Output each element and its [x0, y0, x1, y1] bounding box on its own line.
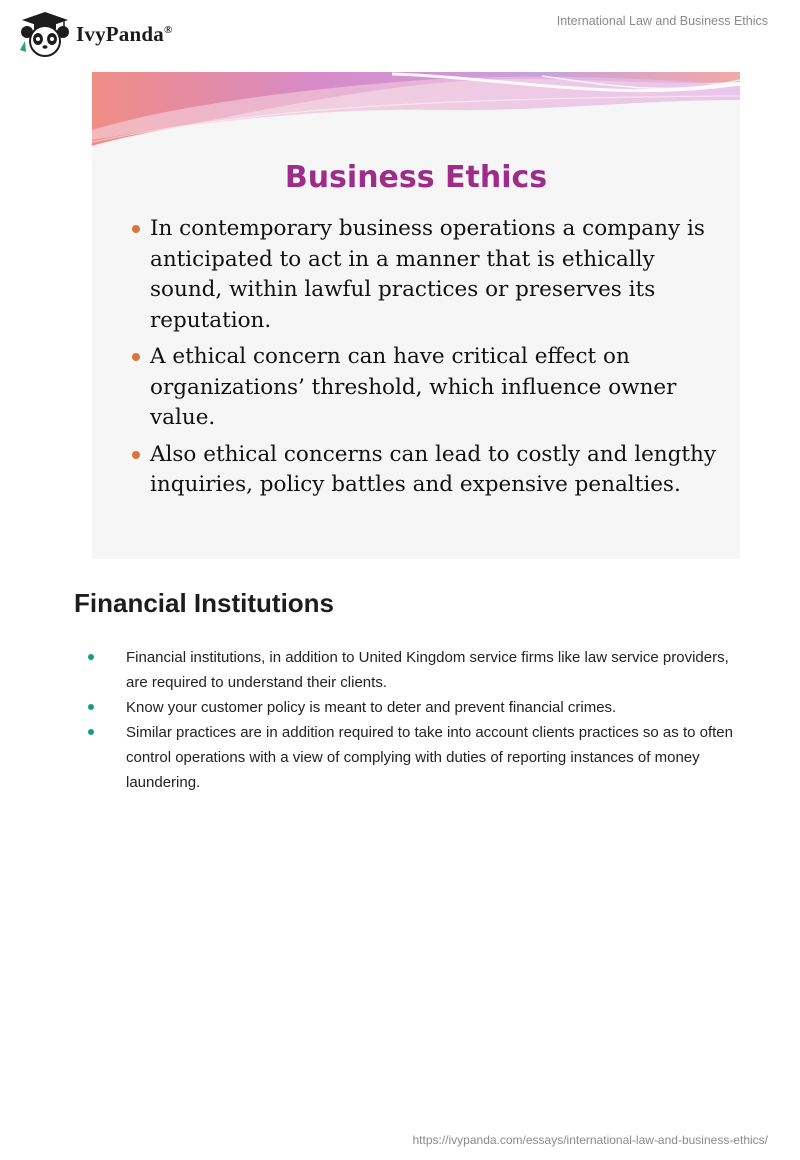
slide-bullet-item: A ethical concern can have critical effect on organizations’ threshold, which influence owner value. [132, 342, 732, 434]
bullet-dot-icon [132, 353, 140, 361]
list-item: Similar practices are in addition required to take into account clients practices so as to often control operations with a view of complying with duties of reporting instances of money laundering. [88, 720, 738, 795]
source-url-link[interactable]: https://ivypanda.com/essays/international-law-and-business-ethics/ [412, 1133, 768, 1147]
list-item: Know your customer policy is meant to deter and prevent financial crimes. [88, 695, 738, 720]
slide-bullet-item: Also ethical concerns can lead to costly and lengthy inquiries, policy battles and expensive penalties. [132, 440, 732, 501]
business-ethics-slide-image [92, 72, 740, 559]
document-title: International Law and Business Ethics [556, 14, 768, 28]
panda-mascot-icon [16, 10, 72, 58]
slide-bullet-list [132, 214, 732, 507]
list-item: Financial institutions, in addition to United Kingdom service firms like law service providers, are required to understand their clients. [88, 645, 738, 695]
brand-name: IvyPanda® [76, 21, 173, 46]
slide-bullet-item: In contemporary business operations a company is anticipated to act in a manner that is ethically sound, within lawful practices or preserves its reputation. [132, 214, 732, 336]
section-heading: Financial Institutions [74, 588, 335, 618]
financial-institutions-list [88, 645, 738, 795]
brand-logo[interactable] [16, 10, 172, 58]
bullet-dot-icon [132, 451, 140, 459]
bullet-dot-icon [132, 225, 140, 233]
bullet-dot-icon [88, 729, 94, 735]
bullet-dot-icon [88, 654, 94, 660]
slide-title: Business Ethics [284, 160, 548, 195]
bullet-dot-icon [88, 704, 94, 710]
